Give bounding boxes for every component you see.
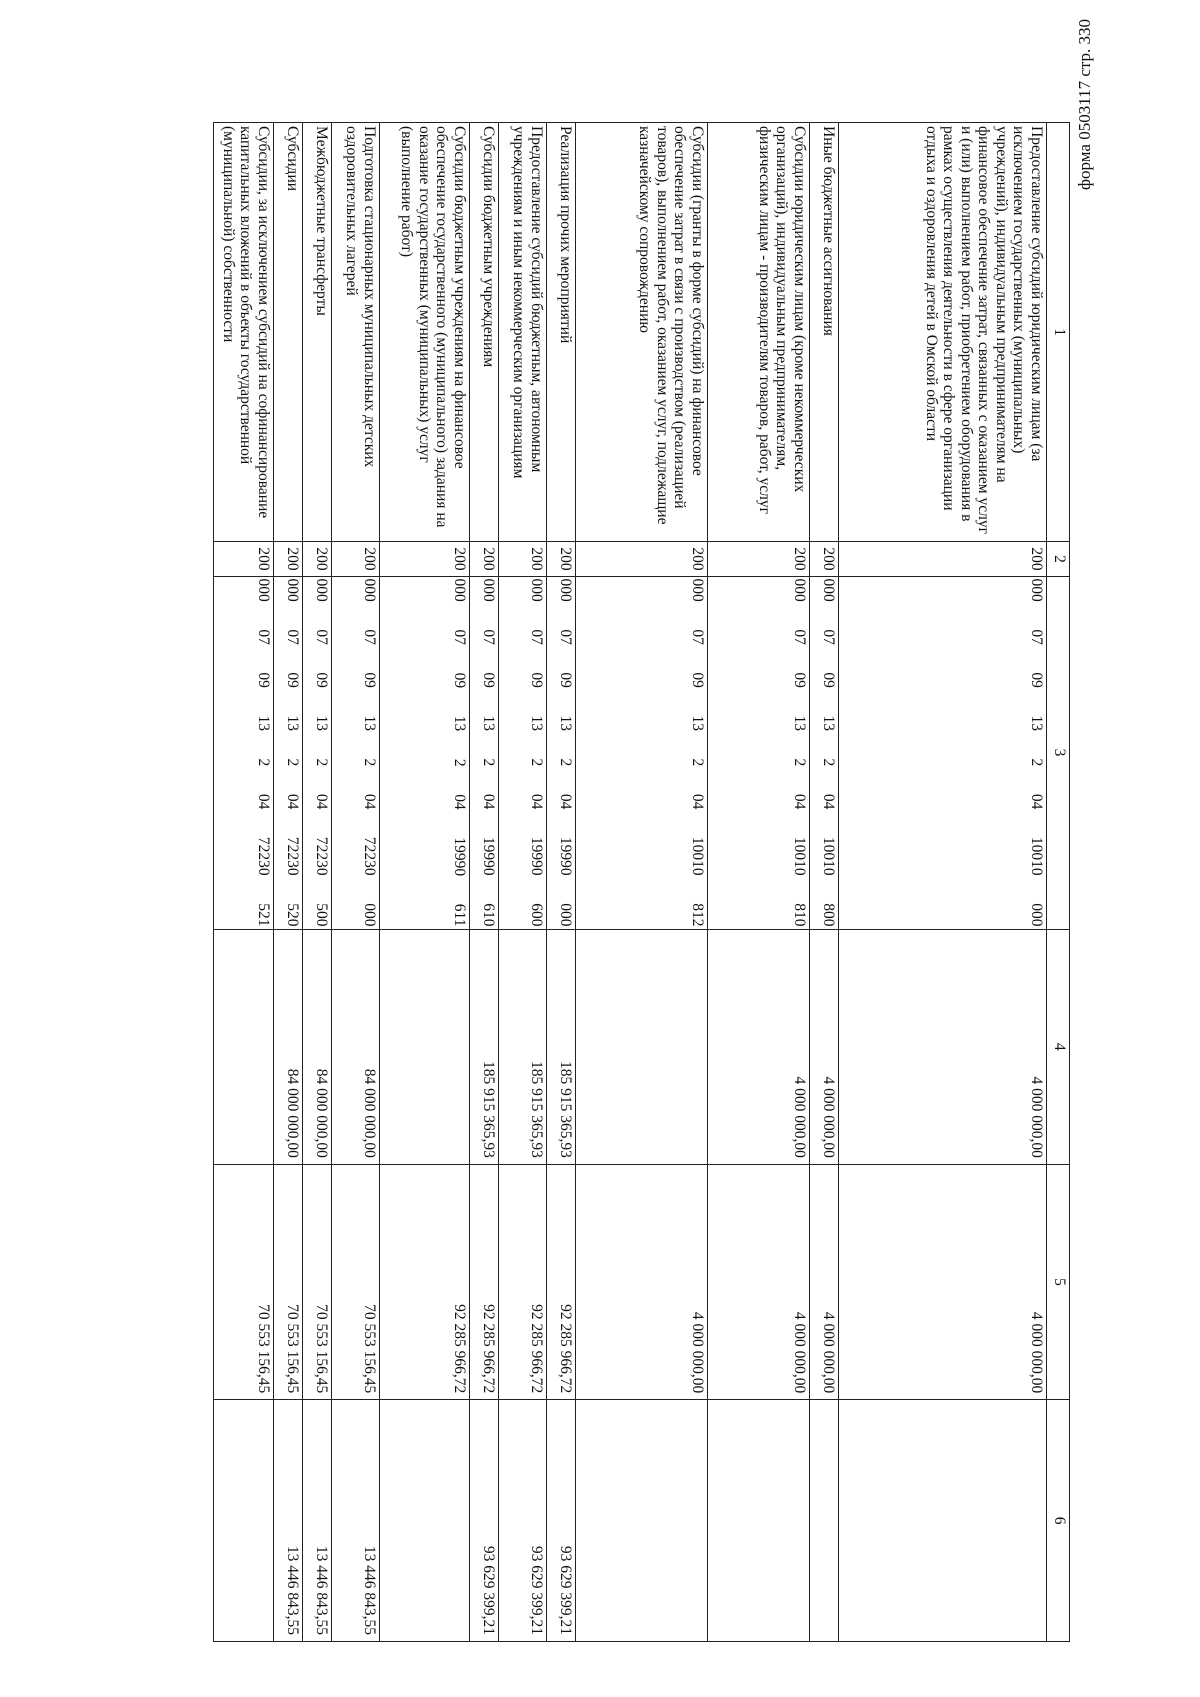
approved-amount: 4 000 000,00 [810,929,839,1164]
executed-amount: 92 285 966,72 [499,1164,547,1399]
classification-code [332,576,380,929]
classification-code-part: 04 [313,793,330,810]
column-header: 3 [1047,576,1070,929]
executed-amount: 70 553 156,45 [303,1164,332,1399]
classification-code-part: 07 [791,629,808,645]
unexecuted-amount [576,1400,708,1642]
table-row [839,123,1047,1642]
classification-code-part: 13 [361,715,378,731]
table-row [576,123,708,1642]
classification-code-part: 09 [313,672,330,688]
classification-code-part: 09 [451,672,468,689]
classification-code [839,576,1047,929]
classification-code-part: 812 [689,903,706,927]
expenditure-name: Субсидии бюджетным учреждениям [470,123,499,542]
classification-code-part: 04 [361,793,378,810]
line-code: 200 [547,542,576,576]
classification-code-part: 07 [557,629,574,645]
executed-amount: 92 285 966,72 [547,1164,576,1399]
classification-code-part: 09 [361,672,378,688]
expenditure-name: Субсидии (гранты в форме субсидий) на финансовое обеспечение затрат в связи с производством (реализацией товаров), выполнением работ, оказанием услуг, подлежащие казначейскому сопровождению [576,123,708,542]
classification-code-part: 000 [1028,903,1045,927]
classification-code-part: 07 [689,629,706,645]
line-code: 200 [332,542,380,576]
classification-code-part: 13 [528,715,545,731]
classification-code-part: 000 [480,578,497,602]
expenditure-name: Подготовка стационарных муниципальных детских оздоровительных лагерей [332,123,380,542]
unexecuted-amount: 93 629 399,21 [499,1400,547,1642]
classification-code-part: 000 [255,578,272,602]
classification-code-part: 10010 [791,836,808,876]
table-row [274,123,303,1642]
classification-code-part: 13 [451,715,468,732]
classification-code-part: 2 [791,758,808,767]
classification-code-part: 13 [313,715,330,731]
classification-code-part: 000 [689,578,706,602]
expenditure-name: Предоставление субсидий юридическим лицам (за исключением государственных (муниципальных) учреждений), индивидуальным предпринимателям на финансовое обеспечение затрат, связанных с оказанием услуг и (или) выполнением работ, приобретением оборудования в рамках осуществления деятельности в сфере организации отдыха и оздоровления детей в Омской области [839,123,1047,542]
unexecuted-amount: 13 446 843,55 [303,1400,332,1642]
classification-code-part: 800 [820,903,837,927]
expenditure-name: Предоставление субсидий бюджетным, автономным учреждениям и иным некоммерческим организациям [499,123,547,542]
classification-code [810,576,839,929]
unexecuted-amount [839,1400,1047,1642]
classification-code-part: 09 [1028,672,1045,688]
classification-code-part: 2 [451,758,468,767]
classification-code-part: 611 [451,903,468,927]
form-page-label: форма 0503117 стр. 330 [1075,19,1094,190]
unexecuted-amount: 13 446 843,55 [332,1400,380,1642]
classification-code-part: 72230 [361,836,378,876]
expenditure-name: Реализация прочих мероприятий [547,123,576,542]
approved-amount: 185 915 365,93 [499,929,547,1164]
classification-code-part: 2 [557,758,574,767]
expenditure-name: Межбюджетные трансферты [303,123,332,542]
expenditure-name: Субсидии [274,123,303,542]
executed-amount: 70 553 156,45 [274,1164,303,1399]
classification-code-part: 04 [820,793,837,810]
classification-code [499,576,547,929]
classification-code-part: 09 [820,672,837,688]
classification-code-part: 000 [313,578,330,602]
line-code: 200 [274,542,303,576]
unexecuted-amount: 93 629 399,21 [547,1400,576,1642]
classification-code-part: 04 [689,793,706,810]
executed-amount: 70 553 156,45 [332,1164,380,1399]
classification-code-part: 000 [284,578,301,602]
classification-code-part: 2 [820,758,837,767]
line-code: 200 [708,542,810,576]
line-code: 200 [576,542,708,576]
expenditure-name: Субсидии бюджетным учреждениям на финансовое обеспечение государственного (муниципального) задания на оказание государственных (муниципальных) услуг (выполнение работ) [380,123,470,542]
unexecuted-amount [214,1400,274,1642]
line-code: 200 [470,542,499,576]
unexecuted-amount [380,1400,470,1642]
classification-code-part: 09 [689,672,706,688]
column-header: 1 [1047,123,1070,542]
expenditure-name: Субсидии, за исключением субсидий на софинансирование капитальных вложений в объекты государственной (муниципальной) собственности [214,123,274,542]
classification-code-part: 19990 [528,836,545,876]
line-code: 200 [839,542,1047,576]
table-row [380,123,470,1642]
classification-code-part: 09 [284,672,301,688]
approved-amount [380,929,470,1164]
unexecuted-amount [810,1400,839,1642]
classification-code-part: 07 [820,629,837,645]
classification-code [303,576,332,929]
approved-amount: 4 000 000,00 [839,929,1047,1164]
table-row [470,123,499,1642]
executed-amount: 4 000 000,00 [839,1164,1047,1399]
classification-code-part: 10010 [820,836,837,876]
classification-code-part: 2 [361,758,378,767]
unexecuted-amount: 93 629 399,21 [470,1400,499,1642]
classification-code-part: 09 [791,672,808,688]
classification-code [576,576,708,929]
table-row [303,123,332,1642]
line-code: 200 [810,542,839,576]
executed-amount: 4 000 000,00 [708,1164,810,1399]
column-header: 2 [1047,542,1070,576]
classification-code-part: 2 [689,758,706,767]
classification-code [380,576,470,929]
classification-code-part: 600 [528,903,545,927]
classification-code-part: 000 [820,578,837,602]
classification-code-part: 2 [313,758,330,767]
table-row [547,123,576,1642]
rotated-report-sheet [120,122,1070,1642]
classification-code-part: 000 [361,578,378,602]
classification-code-part: 07 [313,629,330,645]
expenditure-name: Субсидии юридическим лицам (кроме некоммерческих организаций), индивидуальным предпринимателям, физическим лицам - производителям товаров, работ, услуг [708,123,810,542]
approved-amount [576,929,708,1164]
classification-code-part: 2 [255,758,272,767]
table-row [810,123,839,1642]
line-code: 200 [214,542,274,576]
approved-amount: 4 000 000,00 [708,929,810,1164]
table-row [214,123,274,1642]
classification-code-part: 13 [689,715,706,731]
classification-code-part: 72230 [284,836,301,876]
classification-code-part: 000 [361,903,378,927]
classification-code-part: 04 [480,793,497,810]
line-code: 200 [303,542,332,576]
classification-code-part: 04 [255,793,272,810]
approved-amount: 185 915 365,93 [470,929,499,1164]
line-code: 200 [380,542,470,576]
classification-code-part: 810 [791,903,808,927]
classification-code-part: 000 [791,578,808,602]
classification-code [214,576,274,929]
expenditure-name: Иные бюджетные ассигнования [810,123,839,542]
classification-code-part: 13 [1028,715,1045,731]
classification-code-part: 10010 [689,836,706,876]
classification-code-part: 07 [1028,629,1045,645]
column-header: 4 [1047,929,1070,1164]
classification-code-part: 19990 [451,837,468,877]
executed-amount: 92 285 966,72 [470,1164,499,1399]
classification-code-part: 2 [528,758,545,767]
classification-code-part: 2 [284,758,301,767]
classification-code-part: 72230 [255,836,272,876]
line-code: 200 [499,542,547,576]
classification-code [708,576,810,929]
classification-code-part: 13 [820,715,837,731]
table-row [332,123,380,1642]
classification-code [470,576,499,929]
classification-code [547,576,576,929]
column-header: 6 [1047,1400,1070,1642]
classification-code-part: 07 [451,629,468,645]
classification-code-part: 07 [284,629,301,645]
classification-code-part: 07 [480,629,497,645]
classification-code-part: 000 [1028,578,1045,602]
approved-amount: 185 915 365,93 [547,929,576,1164]
classification-code-part: 07 [528,629,545,645]
executed-amount: 4 000 000,00 [810,1164,839,1399]
classification-code-part: 04 [284,793,301,810]
approved-amount: 84 000 000,00 [303,929,332,1164]
classification-code-part: 09 [480,672,497,688]
column-header: 5 [1047,1164,1070,1399]
classification-code-part: 13 [284,715,301,731]
expenditure-table [213,122,1070,1642]
classification-code-part: 000 [528,578,545,602]
unexecuted-amount: 13 446 843,55 [274,1400,303,1642]
classification-code-part: 09 [557,672,574,688]
table-row [708,123,810,1642]
classification-code-part: 000 [557,903,574,927]
classification-code-part: 500 [313,903,330,927]
classification-code-part: 13 [791,715,808,731]
approved-amount: 84 000 000,00 [274,929,303,1164]
classification-code-part: 04 [451,794,468,810]
classification-code-part: 72230 [313,836,330,876]
classification-code-part: 07 [361,629,378,645]
classification-code-part: 000 [451,578,468,602]
classification-code-part: 521 [255,903,272,927]
classification-code-part: 13 [557,715,574,731]
classification-code-part: 10010 [1028,836,1045,876]
classification-code-part: 520 [284,903,301,927]
classification-code-part: 07 [255,629,272,645]
classification-code [274,576,303,929]
classification-code-part: 2 [480,758,497,767]
classification-code-part: 09 [255,672,272,688]
classification-code-part: 19990 [480,836,497,876]
classification-code-part: 04 [1028,793,1045,810]
unexecuted-amount [708,1400,810,1642]
classification-code-part: 04 [791,793,808,810]
classification-code-part: 09 [528,672,545,688]
approved-amount [214,929,274,1164]
classification-code-part: 13 [255,715,272,731]
executed-amount: 70 553 156,45 [214,1164,274,1399]
approved-amount: 84 000 000,00 [332,929,380,1164]
classification-code-part: 04 [528,793,545,810]
executed-amount: 92 285 966,72 [380,1164,470,1399]
classification-code-part: 19990 [557,836,574,876]
table-row [499,123,547,1642]
classification-code-part: 13 [480,715,497,731]
classification-code-part: 2 [1028,758,1045,767]
classification-code-part: 610 [480,903,497,927]
column-number-row [1047,123,1070,1642]
classification-code-part: 04 [557,793,574,810]
classification-code-part: 000 [557,578,574,602]
executed-amount: 4 000 000,00 [576,1164,708,1399]
